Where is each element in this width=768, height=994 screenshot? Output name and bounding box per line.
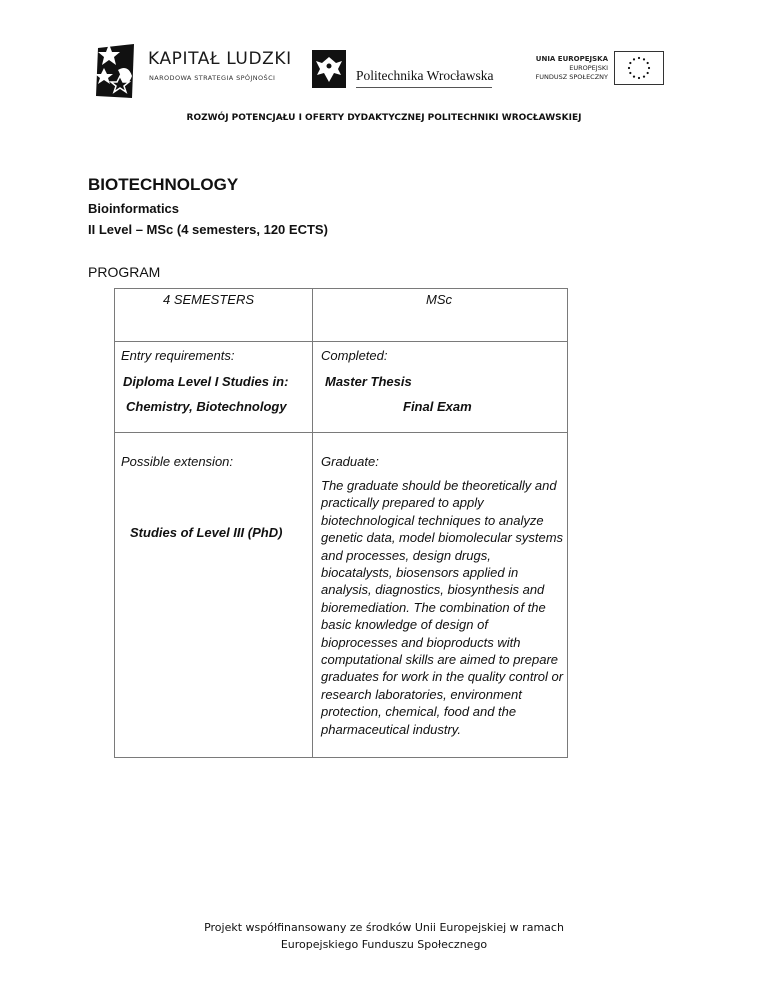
politechnika-eagle-icon [311,49,347,89]
eu-star-icon [647,72,649,74]
completed-thesis: Master Thesis [325,374,412,389]
eu-star-icon [633,76,635,78]
eu-star-icon [629,72,631,74]
eu-star-icon [628,67,630,69]
divider [356,87,492,88]
project-subtitle: ROZWÓJ POTENCJAŁU I OFERTY DYDAKTYCZNEJ POLITECHNIKI WROCŁAWSKIEJ [186,113,582,123]
footer-line2: Europejskiego Funduszu Społecznego [280,938,488,951]
row-divider [115,341,567,342]
eu-star-icon [647,62,649,64]
possible-extension-value: Studies of Level III (PhD) [130,525,283,540]
eu-star-icon [643,58,645,60]
eu-label-line2: EUROPEJSKI [569,64,608,72]
page-title: BIOTECHNOLOGY [88,175,239,194]
degree-header: MSc [426,292,452,307]
eu-label [535,55,608,82]
kapital-ludzki-subtitle: NARODOWA STRATEGIA SPÓJNOŚCI [149,74,276,82]
kapital-ludzki-title: KAPITAŁ LUDZKI [148,49,292,69]
eu-star-icon [638,77,640,79]
semesters-header: 4 SEMESTERS [163,292,255,307]
column-divider [312,289,313,757]
eu-star-icon [648,67,650,69]
graduate-label: Graduate: [321,454,379,469]
politechnika-name: Politechnika Wrocławska [356,68,494,83]
program-heading: PROGRAM [88,264,161,280]
entry-requirements-fields: Chemistry, Biotechnology [126,399,287,414]
eu-label-line3: FUNDUSZ SPOŁECZNY [535,73,608,81]
study-level: II Level – MSc (4 semesters, 120 ECTS) [88,222,328,237]
specialization: Bioinformatics [88,201,180,216]
footer-line1: Projekt współfinansowany ze środków Unii Europejskiej w ramach [204,921,564,934]
eu-flag-icon [614,51,664,85]
entry-requirements-value: Diploma Level I Studies in: [123,374,289,389]
completed-label: Completed: [321,348,388,363]
eu-label-line1: UNIA EUROPEJSKA [535,55,608,63]
eu-star-icon [638,57,640,59]
graduate-description: The graduate should be theoretically and practically prepared to apply biotechnological techniques to analyze genetic data, model biomolecular systems and processes, design drugs, biocatalysts, biosensors applied in analysis, diagnostics, biosynthesis and bioremediation. The combination of the basic knowledge of design of bioprocesses and bioproducts with computational skills are aimed to prepare graduates for work in the quality control or research laboratories, environment protection, chemical, food and the pharmaceutical industry. [321,478,564,737]
possible-extension-label: Possible extension: [121,454,234,469]
footer [0,919,768,953]
entry-requirements-label: Entry requirements: [121,348,235,363]
row-divider [115,432,567,433]
eu-star-icon [633,58,635,60]
completed-exam: Final Exam [403,399,472,414]
eu-star-icon [629,62,631,64]
program-table [114,288,568,758]
eu-star-icon [643,76,645,78]
